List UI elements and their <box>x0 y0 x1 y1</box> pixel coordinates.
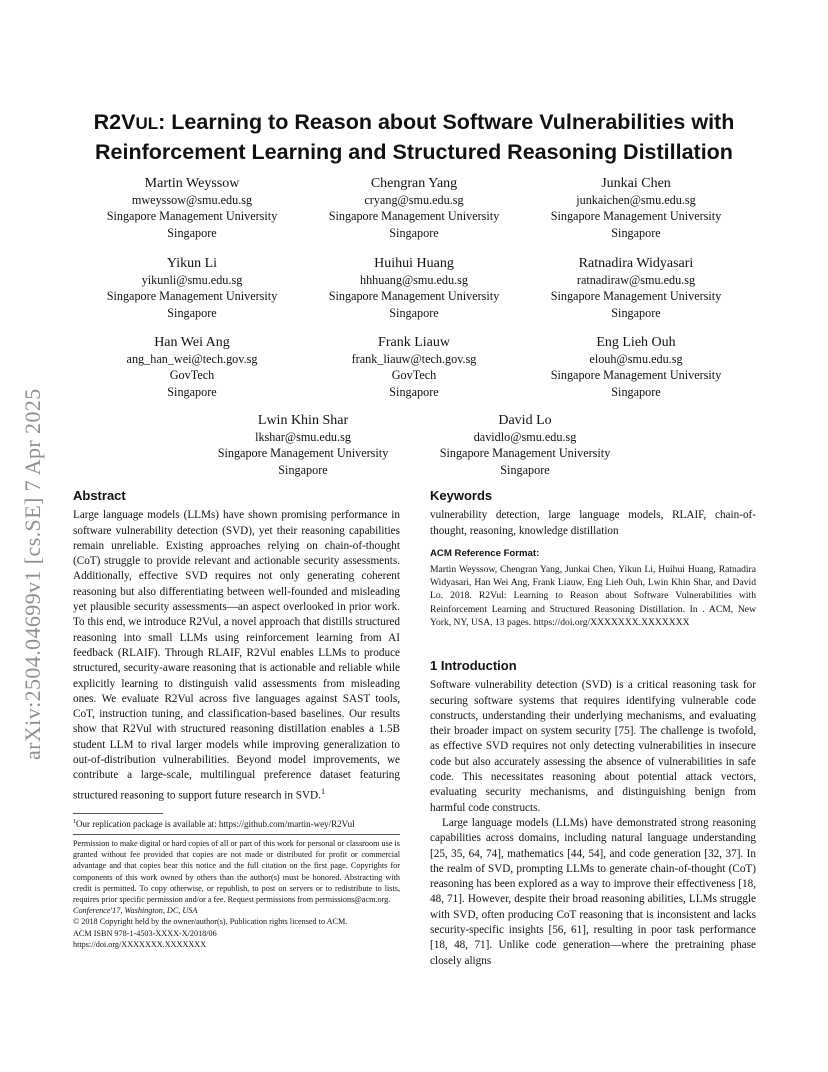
author-country: Singapore <box>500 462 550 477</box>
author-country: Singapore <box>278 462 328 477</box>
author-affiliation: Singapore Management University <box>106 209 278 224</box>
author-email: mweyssow@smu.edu.sg <box>131 193 253 207</box>
author-block <box>82 175 302 241</box>
author-block <box>526 175 746 241</box>
author-country: Singapore <box>167 384 217 399</box>
author-affiliation: GovTech <box>391 368 437 383</box>
author-block <box>304 334 524 400</box>
abstract-section <box>73 488 400 804</box>
author-affiliation: Singapore Management University <box>328 209 500 224</box>
author-email: cryang@smu.edu.sg <box>364 193 464 207</box>
author-email: lkshar@smu.edu.sg <box>255 430 351 444</box>
author-email: frank_liauw@tech.gov.sg <box>351 352 477 366</box>
author-name: David Lo <box>498 413 552 428</box>
author-affiliation: Singapore Management University <box>550 209 722 224</box>
footnote-rule <box>73 813 163 814</box>
author-affiliation: Singapore Management University <box>106 289 278 304</box>
author-affiliation: Singapore Management University <box>217 446 389 461</box>
author-email: ang_han_wei@tech.gov.sg <box>126 352 258 366</box>
acm-reference-heading: ACM Reference Format: <box>430 548 540 559</box>
author-country: Singapore <box>611 384 661 399</box>
title-line-1: R2VUL: Learning to Reason about Software Vulnerabilities with <box>93 110 735 134</box>
acm-reference-text: Martin Weyssow, Chengran Yang, Junkai Chen, Yikun Li, Huihui Huang, Ratnadira Widyasari, Han Wei Ang, Frank Liauw, Eng Lieh Ouh, Lwin Khin Shar, and David Lo. 2018. R2Vul: Learning to Reason about Software Vulnerabilities with Reinforcement Learning and Structured Reasoning Distillation. In . ACM, New York, NY, USA, 13 pages. https://doi.org/XXXXXXX.XXXXXXX <box>430 564 756 628</box>
keywords-text: vulnerability detection, large language models, RLAIF, chain-of-thought, reasoning, knowledge distillation <box>430 509 756 537</box>
author-name: Lwin Khin Shar <box>257 413 349 428</box>
author-name: Yikun Li <box>166 256 218 271</box>
permission-block <box>73 838 400 950</box>
doi-line: https://doi.org/XXXXXXX.XXXXXXX <box>73 939 207 949</box>
abstract-text: Large language models (LLMs) have shown promising performance in software vulnerability detection (SVD), yet their reasoning capabilities remain unreliable. Existing approaches relying on chain-of-thought (CoT) struggle to provide relevant and actionable security assessments. Additionally, effective SVD requires not only generating coherent reasoning but also differentiating between well-founded and misleading yet plausible security assessments—an aspect overlooked in prior work. To this end, we introduce R2Vul, a novel approach that distills structured reasoning into small LLMs using reinforcement learning from AI feedback (RLAIF). Through RLAIF, R2Vul enables LLMs to produce structured, security-aware reasoning that is actionable and reliable while explicitly learning to distinguish valid assessments from misleading ones. We evaluate R2Vul across five languages against SAST tools, CoT, instruction tuning, and classification-based baselines. Our results show that R2Vul with structured reasoning distillation enables a 1.5B student LLM to rival larger models while improving generalization to out-of-distribution vulnerabilities. Beyond model improvements, we contribute a large-scale, multilingual preference dataset featuring structured reasoning to support future research in SVD.$^1$ <box>73 509 400 802</box>
introduction-heading: 1 Introduction <box>430 658 517 673</box>
abstract-heading: Abstract <box>73 488 126 503</box>
author-block <box>526 334 746 400</box>
permission-text: Permission to make digital or hard copies of all or part of this work for personal or classroom use is granted without fee provided that copies are not made or distributed for profit or commercial advantage and that copies bear this notice and the full citation on the first page. Copyrights for components of this work owned by others than the author(s) must be honored. Abstracting with credit is permitted. To copy otherwise, or republish, to post on servers or to redistribute to lists, requires prior specific permission and/or a fee. Request permissions from permissions@acm.org. <box>73 839 400 905</box>
author-country: Singapore <box>611 305 661 320</box>
author-email: junkaichen@smu.edu.sg <box>576 193 696 207</box>
author-block <box>304 255 524 321</box>
keywords-section <box>430 488 756 539</box>
author-country: Singapore <box>389 384 439 399</box>
author-email: ratnadiraw@smu.edu.sg <box>576 273 696 287</box>
author-name: Martin Weyssow <box>144 176 240 191</box>
author-block <box>193 412 413 478</box>
paper-title <box>60 108 768 166</box>
author-block <box>82 334 302 400</box>
introduction-paragraph-2: Large language models (LLMs) have demonstrated strong reasoning capabilities across domains, including natural language understanding [25, 35, 64, 74], mathematics [44, 54], and code generation [32, 37]. In the realm of SVD, prompting LLMs to generate chain-of-thought (CoT) reasoning has been explored as a way to improve their effectiveness [18, 48, 71]. However, despite their broad reasoning abilities, LLMs struggle with SVD, often producing CoT reasoning that is inconsistent and lacks security-specific insights [56, 61], resulting in poor task performance [18, 48, 71]. Unlike code generation—where the pretraining phase closely aligns <box>430 816 756 967</box>
isbn-line: ACM ISBN 978-1-4503-XXXX-X/2018/06 <box>73 928 217 938</box>
author-name: Huihui Huang <box>374 256 454 271</box>
footnote-text: Our replication package is available at: https://github.com/martin-wey/R2Vul <box>76 819 355 829</box>
author-name: Han Wei Ang <box>154 335 230 350</box>
keywords-heading: Keywords <box>430 488 493 503</box>
copyright-line: © 2018 Copyright held by the owner/author(s). Publication rights licensed to ACM. <box>73 917 348 927</box>
acm-reference-section <box>430 546 756 629</box>
author-country: Singapore <box>167 305 217 320</box>
author-affiliation: Singapore Management University <box>328 289 500 304</box>
author-country: Singapore <box>389 225 439 240</box>
author-email: hhhuang@smu.edu.sg <box>359 273 469 287</box>
conference-line: Conference'17, Washington, DC, USA <box>73 906 198 916</box>
author-block <box>82 255 302 321</box>
footnote-number: 1 <box>73 819 76 825</box>
author-country: Singapore <box>167 225 217 240</box>
author-name: Eng Lieh Ouh <box>596 335 676 350</box>
introduction-section <box>430 658 756 969</box>
permission-rule <box>73 834 400 835</box>
arxiv-stamp: arXiv:2504.04699v1 [cs.SE] 7 Apr 2025 <box>20 388 45 760</box>
introduction-paragraph-1: Software vulnerability detection (SVD) is a critical reasoning task for securing software systems that requires identifying vulnerable code constructs, understanding their underlying mechanisms, and evaluating their broader impact on system security [75]. The challenge is twofold, as effective SVD requires not only detecting vulnerabilities in insecure code but also accurately assessing the absence of vulnerabilities in safe code. This necessitates reasoning about potential attack vectors, evaluating security mechanisms, and distinguishing benign from harmful code constructs. <box>430 679 756 814</box>
footnote-marker: 1 <box>320 786 325 796</box>
footnote <box>73 816 400 830</box>
author-email: davidlo@smu.edu.sg <box>473 430 577 444</box>
author-name: Ratnadira Widyasari <box>578 256 694 271</box>
author-affiliation: Singapore Management University <box>550 289 722 304</box>
author-block <box>526 255 746 321</box>
title-line-2: Reinforcement Learning and Structured Reasoning Distillation <box>95 140 733 164</box>
author-affiliation: Singapore Management University <box>550 368 722 383</box>
author-affiliation: Singapore Management University <box>439 446 611 461</box>
author-affiliation: GovTech <box>169 368 215 383</box>
author-name: Junkai Chen <box>601 176 671 191</box>
author-country: Singapore <box>389 305 439 320</box>
author-block <box>304 175 524 241</box>
author-email: elouh@smu.edu.sg <box>589 352 683 366</box>
author-name: Frank Liauw <box>378 335 450 350</box>
author-email: yikunli@smu.edu.sg <box>141 273 243 287</box>
author-country: Singapore <box>611 225 661 240</box>
author-name: Chengran Yang <box>370 176 458 191</box>
author-block <box>415 412 635 478</box>
